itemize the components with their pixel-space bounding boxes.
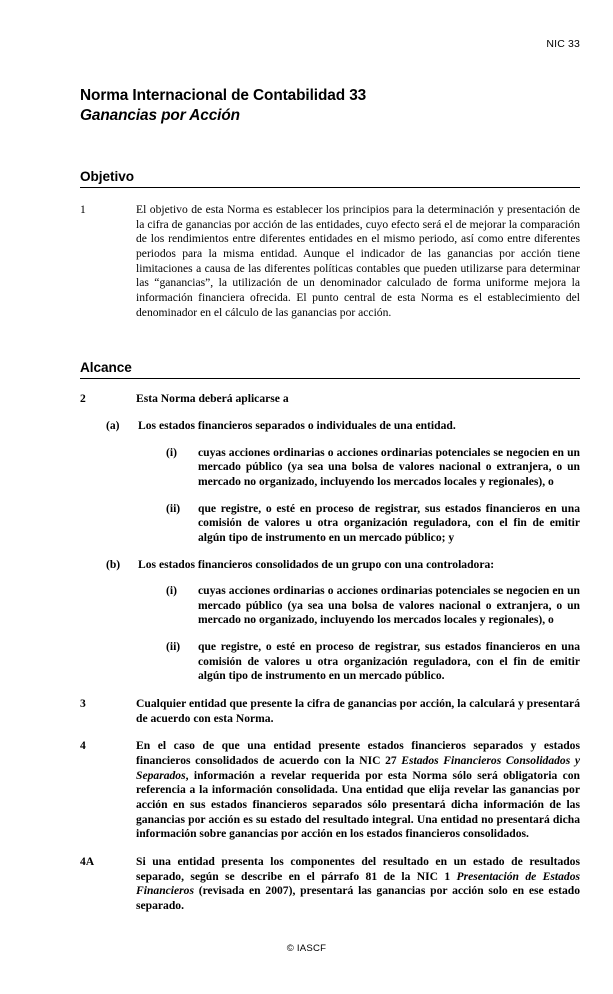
list-marker: (a) [106, 418, 120, 432]
paragraph-1 [80, 203, 580, 320]
page-subtitle: Ganancias por Acción [80, 107, 240, 124]
paragraph-text-part1: Si una entidad presenta los componentes del resultado en un estado de resultados separado, según se describe en el párrafo 81 de la NIC 1 [136, 855, 580, 883]
paragraph-text: Los estados financieros separados o individuales de una entidad. [138, 418, 456, 432]
paragraph-2b [80, 558, 580, 573]
document-content [80, 86, 580, 914]
paragraph-text: Esta Norma deberá aplicarse a [136, 392, 289, 406]
list-marker: (i) [166, 584, 177, 598]
list-marker: (b) [106, 557, 121, 571]
list-marker: (ii) [166, 640, 181, 654]
section-heading-objetivo: Objetivo [80, 169, 580, 188]
paragraph-3 [80, 697, 580, 726]
paragraph-text: que registre, o esté en proceso de registrar, sus estados financieros en una comisión de valores u otra organización reguladora, con el fin de emitir algún tipo de instrumento en un mercado público; y [198, 501, 580, 544]
paragraph-text: Los estados financieros consolidados de un grupo con una controladora: [138, 557, 495, 571]
list-marker: (ii) [166, 501, 181, 515]
paragraph-4 [80, 739, 580, 842]
paragraph-number: 4A [80, 855, 95, 868]
paragraph-text: que registre, o esté en proceso de registrar, sus estados financieros en una comisión de valores u otra organización reguladora, con el fin de emitir algún tipo de instrumento en un mercado público. [198, 640, 580, 683]
paragraph-4a [80, 855, 580, 914]
page-footer: © IASCF [286, 943, 327, 954]
paragraph-2a-ii [80, 502, 580, 546]
paragraph-text: cuyas acciones ordinarias o acciones ordinarias potenciales se negocien en un mercado público (ya sea una bolsa de valores nacional o extranjera, o un mercado no organizado, incluyendo los mercados locales y regionales), o [198, 445, 580, 488]
standard-reference-title: Estados Financieros Consolidados y Separados [136, 754, 580, 782]
paragraph-2b-i [80, 584, 580, 628]
paragraph-2a [80, 419, 580, 434]
paragraph-2a-i [80, 446, 580, 490]
paragraph-text: cuyas acciones ordinarias o acciones ordinarias potenciales se negocien en un mercado público (ya sea una bolsa de valores nacional o extranjera, o un mercado no organizado, incluyendo los mercados locales y regionales), o [198, 584, 580, 627]
paragraph-text [136, 855, 580, 914]
paragraph-text [136, 739, 580, 842]
paragraph-2 [80, 392, 580, 407]
list-marker: (i) [166, 445, 177, 459]
section-heading-alcance: Alcance [80, 360, 580, 379]
paragraph-text-part2: , información a revelar requerida por esta Norma sólo será obligatoria con referencia a la información consolidada. Una entidad que elija revelar las ganancias por acción en sus estados financieros separados sólo presentará dicha información de las ganancias por acción es su estado del resultado integral. Una entidad no presentará dicha información sobre ganancias por acción en los estados financieros consolidados. [136, 768, 580, 841]
paragraph-text: Cualquier entidad que presente la cifra de ganancias por acción, la calculará y presentará de acuerdo con esta Norma. [136, 697, 580, 725]
paragraph-2b-ii [80, 640, 580, 684]
paragraph-number: 2 [80, 392, 86, 406]
paragraph-text-part1: En el caso de que una entidad presente estados financieros separados y estados financieros consolidados de acuerdo con la NIC 27 [136, 739, 580, 768]
paragraph-number: 3 [80, 697, 86, 711]
paragraph-number: 4 [80, 739, 86, 753]
running-header: NIC 33 [546, 38, 580, 50]
paragraph-text-part2: (revisada en 2007), presentará las ganancias por acción solo en ese estado separado. [136, 884, 580, 912]
standard-reference-title: Presentación de Estados Financieros [136, 869, 581, 898]
paragraph-number: 1 [80, 203, 86, 216]
paragraph-text: El objetivo de esta Norma es establecer los principios para la determinación y presentación de la cifra de ganancias por acción de las entidades, cuyo efecto será el de mejorar la comparación de los rendimientos entre diferentes entidades en el mismo periodo, así como entre diferentes periodos para la misma entidad. Aunque el indicador de las ganancias por acción tiene limitaciones a causa de las diferentes políticas contables que pueden utilizarse para determinar las “ganancias”, la utilización de un denominador calculado de forma uniforme mejora la información financiera ofrecida. El punto central de esta Norma es el establecimiento del denominador en el cálculo de las ganancias por acción. [136, 203, 580, 319]
page-title: Norma Internacional de Contabilidad 33 [80, 87, 367, 104]
